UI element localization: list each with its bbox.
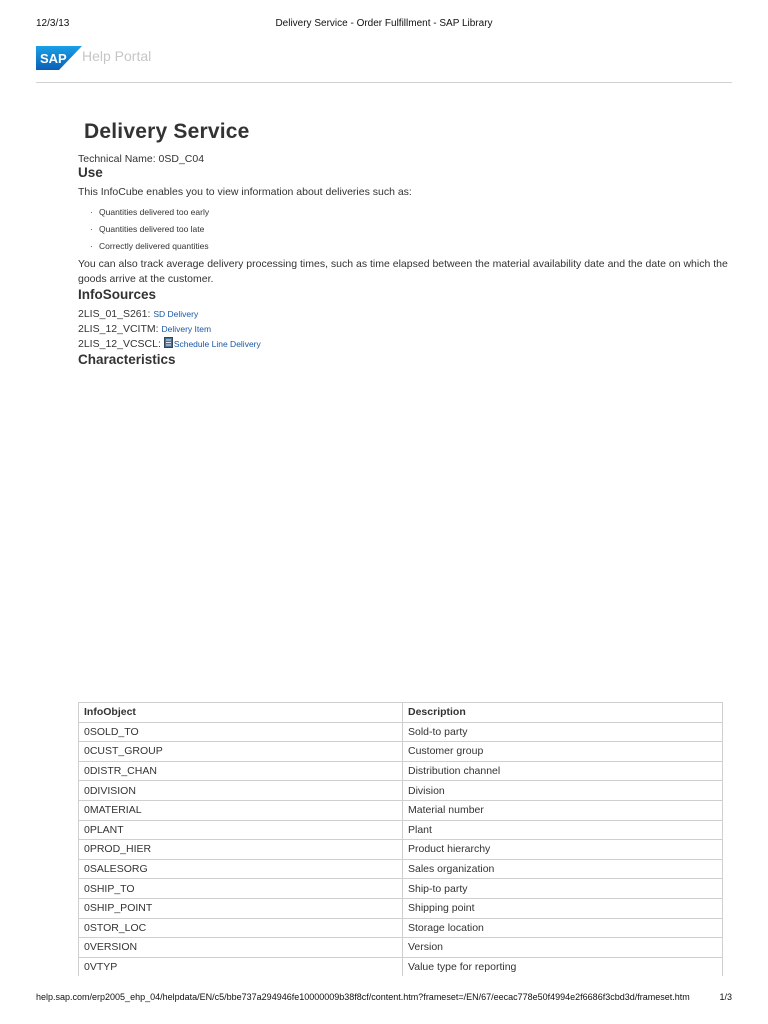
bullet-marker: · — [90, 207, 93, 217]
description-cell: Division — [403, 781, 723, 801]
infoobject-cell: 0SHIP_POINT — [79, 898, 403, 918]
print-date: 12/3/13 — [36, 18, 70, 29]
bullet-marker: · — [90, 241, 93, 251]
infoobject-cell: 0VTYP — [79, 957, 403, 976]
document-icon — [164, 337, 173, 348]
infoobject-cell: 0CUST_GROUP — [79, 742, 403, 762]
bullet-text: Correctly delivered quantities — [99, 241, 209, 251]
bullet-marker: · — [90, 224, 93, 234]
description-cell: Material number — [403, 800, 723, 820]
characteristics-heading: Characteristics — [78, 352, 176, 367]
description-cell: Sold-to party — [403, 722, 723, 742]
help-portal-title: Help Portal — [82, 48, 152, 64]
infoobject-cell: 0MATERIAL — [79, 800, 403, 820]
list-item — [78, 322, 728, 337]
characteristics-table — [78, 702, 723, 976]
table-row — [79, 722, 723, 742]
column-header-infoobject: InfoObject — [79, 703, 403, 723]
infosource-link-sd-delivery[interactable]: SD Delivery — [153, 309, 199, 319]
table-row — [79, 820, 723, 840]
infosource-code: 2LIS_12_VCSCL: — [78, 338, 161, 350]
description-cell: Distribution channel — [403, 761, 723, 781]
header-divider — [36, 82, 732, 83]
list-item — [78, 307, 728, 322]
infoobject-cell: 0PLANT — [79, 820, 403, 840]
infoobject-cell: 0SALESORG — [79, 859, 403, 879]
bullet-text: Quantities delivered too late — [99, 224, 205, 234]
list-item — [90, 204, 728, 221]
technical-name: Technical Name: 0SD_C04 — [78, 153, 205, 165]
infosource-code: 2LIS_01_S261: — [78, 308, 151, 320]
table-row — [79, 879, 723, 899]
table-row — [79, 918, 723, 938]
print-footer — [36, 992, 732, 1006]
table-row — [79, 742, 723, 762]
sap-logo[interactable] — [36, 46, 82, 70]
description-cell: Value type for reporting — [403, 957, 723, 976]
use-detail: You can also track average delivery processing times, such as time elapsed between the material availability date and the date on which the goods arrive at the customer. — [78, 258, 728, 285]
infoobject-cell: 0DIVISION — [79, 781, 403, 801]
description-cell: Plant — [403, 820, 723, 840]
sap-logo-text: SAP — [40, 51, 67, 66]
description-cell: Ship-to party — [403, 879, 723, 899]
page-url: help.sap.com/erp2005_ehp_04/helpdata/EN/c5/bbe737a294946fe10000009b38f8cf/content.htm?frameset=/EN/67/eecac778e50f4994e2f6686f3cbd3d/frameset.htm — [36, 992, 690, 1002]
page-number: 1/3 — [719, 992, 732, 1002]
description-cell: Customer group — [403, 742, 723, 762]
description-cell: Sales organization — [403, 859, 723, 879]
column-header-description: Description — [403, 703, 723, 723]
infosources-list — [78, 307, 728, 352]
infosource-code: 2LIS_12_VCITM: — [78, 323, 159, 335]
infoobject-cell: 0PROD_HIER — [79, 840, 403, 860]
infoobject-cell: 0SHIP_TO — [79, 879, 403, 899]
table-row — [79, 800, 723, 820]
infoobject-cell: 0DISTR_CHAN — [79, 761, 403, 781]
description-cell: Product hierarchy — [403, 840, 723, 860]
description-cell: Shipping point — [403, 898, 723, 918]
table-header-row — [79, 703, 723, 723]
use-heading: Use — [78, 165, 103, 180]
infoobject-cell: 0STOR_LOC — [79, 918, 403, 938]
table-row — [79, 957, 723, 976]
infosource-link-delivery-item[interactable]: Delivery Item — [161, 324, 212, 334]
table-row — [79, 938, 723, 958]
use-bullet-list — [78, 204, 728, 255]
description-cell: Storage location — [403, 918, 723, 938]
description-cell: Version — [403, 938, 723, 958]
print-header — [36, 18, 732, 32]
infoobject-cell: 0VERSION — [79, 938, 403, 958]
table-row — [79, 859, 723, 879]
table-row — [79, 781, 723, 801]
list-item — [78, 337, 728, 352]
table-row — [79, 898, 723, 918]
list-item — [90, 221, 728, 238]
infosources-heading: InfoSources — [78, 287, 157, 302]
main-content — [78, 120, 728, 367]
list-item — [90, 238, 728, 255]
page-title: Delivery Service — [84, 120, 250, 143]
print-title: Delivery Service - Order Fulfillment - SAP Library — [275, 18, 493, 29]
infoobject-cell: 0SOLD_TO — [79, 722, 403, 742]
use-intro: This InfoCube enables you to view information about deliveries such as: — [78, 186, 412, 198]
table-row — [79, 761, 723, 781]
table-row — [79, 840, 723, 860]
bullet-text: Quantities delivered too early — [99, 207, 210, 217]
infosource-link-schedule-line-delivery[interactable]: Schedule Line Delivery — [173, 339, 261, 349]
